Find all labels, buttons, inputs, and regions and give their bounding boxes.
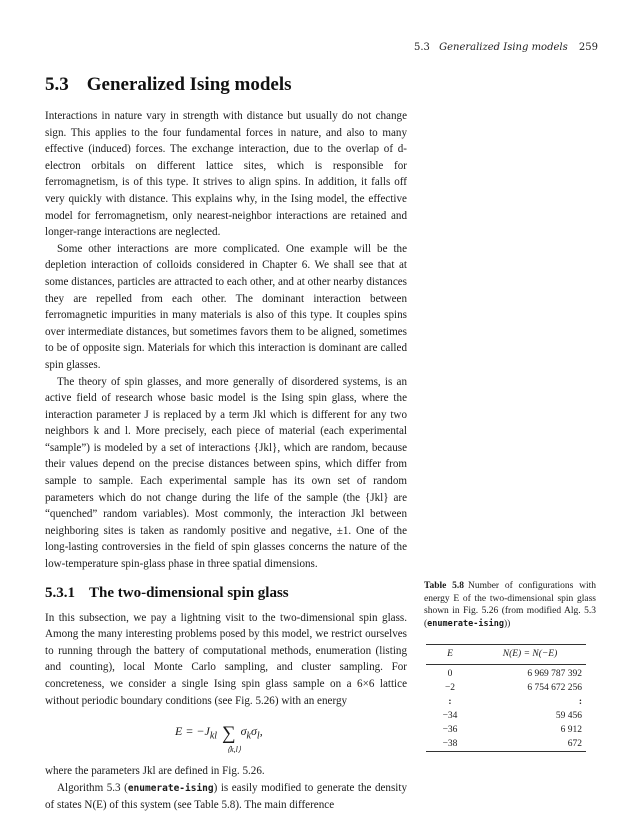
energy-equation: [45, 713, 407, 761]
paragraph-3: The theory of spin glasses, and more generally of disordered systems, is an active field of research whose basic model is the Ising spin glass, where the interaction parameter J is replaced by a term Jkl which is different for any two neighbors k and l. More precisely, each piece of material (each experimental “sample”) is modeled by a set of interactions {Jkl}, which are random, because their values depend on the precise distances between spins, which differ from sample to sample. Each experimental sample has its own set of random parameters which do not change during the life of the sample (the {Jkl} are “quenched” random variables). Most commonly, the interaction Jkl between neighboring sites is taken as randomly positive and negative, ±1. One of the long-lasting controversies in the field of spin glasses concerns the nature of the low-temperature spin-glass phase in three spatial dimensions.: [45, 375, 407, 571]
table-row: [426, 737, 586, 752]
equation-sigma-2-sub: l: [256, 730, 260, 742]
caption-code: enumerate-ising: [427, 618, 504, 629]
p3-code: enumerate-ising: [127, 782, 214, 794]
caption-text: Number of configurations with energy E of the two-dimensional spin glass shown in Fig. 5.26 (from modified Alg. 5.3 (: [424, 581, 596, 629]
subsection-paragraph-2: where the parameters Jkl are defined in Fig. 5.26.: [45, 765, 265, 778]
table-row: [426, 709, 586, 723]
subsection-paragraph-3: [45, 780, 407, 814]
density-of-states-table: [426, 644, 586, 752]
equation-lhs-sub: kl: [209, 730, 218, 742]
table-ellipsis-row: [426, 695, 586, 709]
table-label: Table 5.8: [424, 581, 464, 591]
equation-sigma-1: σ: [240, 724, 247, 739]
main-column: [45, 70, 407, 814]
equation-line: [175, 723, 263, 745]
page-number: 259: [578, 42, 598, 53]
energy-cell: −2: [444, 683, 456, 694]
count-ellipsis: :: [578, 697, 582, 708]
energy-cell: 0: [447, 669, 453, 680]
sum-index: ⟨k,l⟩: [227, 745, 242, 755]
col-count-header: N(E) = N(−E): [474, 645, 586, 665]
section-number: 5.3: [45, 74, 69, 95]
energy-cell: −38: [442, 739, 458, 750]
section-title: Generalized Ising models: [86, 74, 292, 95]
energy-cell: −34: [442, 711, 458, 722]
count-cell: 59 456: [555, 711, 582, 722]
running-head-title: Generalized Ising models: [439, 42, 568, 53]
count-cell: 6 754 672 256: [527, 683, 582, 694]
running-head-section: 5.3: [414, 42, 430, 53]
running-head: [414, 42, 598, 53]
equation-sigma-1-sub: k: [246, 730, 251, 742]
caption-end: )): [503, 618, 511, 629]
paragraph-2: Some other interactions are more complicated. One example will be the depletion interaction of colloids considered in Chapter 6. We shall see that at some distances, particles are attracted to each other, and at other nearby distances they are repelled from each other. The dominant interaction between ferromagnetic impurities in many materials is also of this type. It couples spins over intermediate distances, but sometimes favors them to be aligned, sometimes to be of opposite sign. Materials for which this interaction is dominant are called spin glasses.: [45, 242, 407, 371]
table-row: [426, 665, 586, 682]
paragraph-1: Interactions in nature vary in strength with distance but usually do not change sign. This applies to the four fundamental forces in nature, and also to many effective (induced) forces. The exchange interaction, due to the overlap of d-electron orbitals on different lattice sites, which is responsible for ferromagnetism, is of this type. It strives to align spins. In addition, it falls off very quickly with distance. This explains why, in the Ising model, the effective model for ferromagnetism, only nearest-neighbor interactions are retained and longer-range interactions are neglected.: [45, 110, 407, 239]
equation-comma: ,: [259, 724, 263, 739]
count-cell: 6 969 787 392: [527, 669, 582, 680]
table-row: [426, 681, 586, 695]
col-energy-header: E: [426, 645, 474, 665]
energy-ellipsis: :: [448, 697, 452, 708]
subsection-title: The two-dimensional spin glass: [89, 584, 289, 601]
count-cell: 6 912: [560, 725, 582, 736]
sum-symbol: ∑: [222, 723, 236, 745]
table-row: [426, 723, 586, 737]
subsection-heading: [45, 585, 407, 602]
table-caption: [424, 580, 596, 630]
p3-start: Algorithm 5.3 (: [57, 781, 128, 794]
count-cell: 672: [567, 739, 582, 750]
table-sidebar: [424, 580, 596, 752]
table-header-row: [426, 645, 586, 665]
subsection-number: 5.3.1: [45, 584, 75, 601]
energy-cell: −36: [442, 725, 458, 736]
p3-end: ) is easily modified to generate the density of states N(E) of this system (see Table 5.8). The main difference: [45, 781, 407, 812]
equation-lhs: E = −J: [175, 724, 210, 739]
subsection-paragraph-1: In this subsection, we pay a lightning visit to the two-dimensional spin glass. Among the many interesting problems posed by this model, we restrict ourselves to running through the battery of computational methods, enumeration (listing and counting), local Monte Carlo sampling, and cluster sampling. For concreteness, we consider a single Ising spin glass sample on a 6×6 lattice without periodic boundary conditions (see Fig. 5.26) with an energy: [45, 611, 407, 707]
equation-sigma-2: σ: [251, 724, 257, 739]
section-heading: [45, 74, 407, 96]
